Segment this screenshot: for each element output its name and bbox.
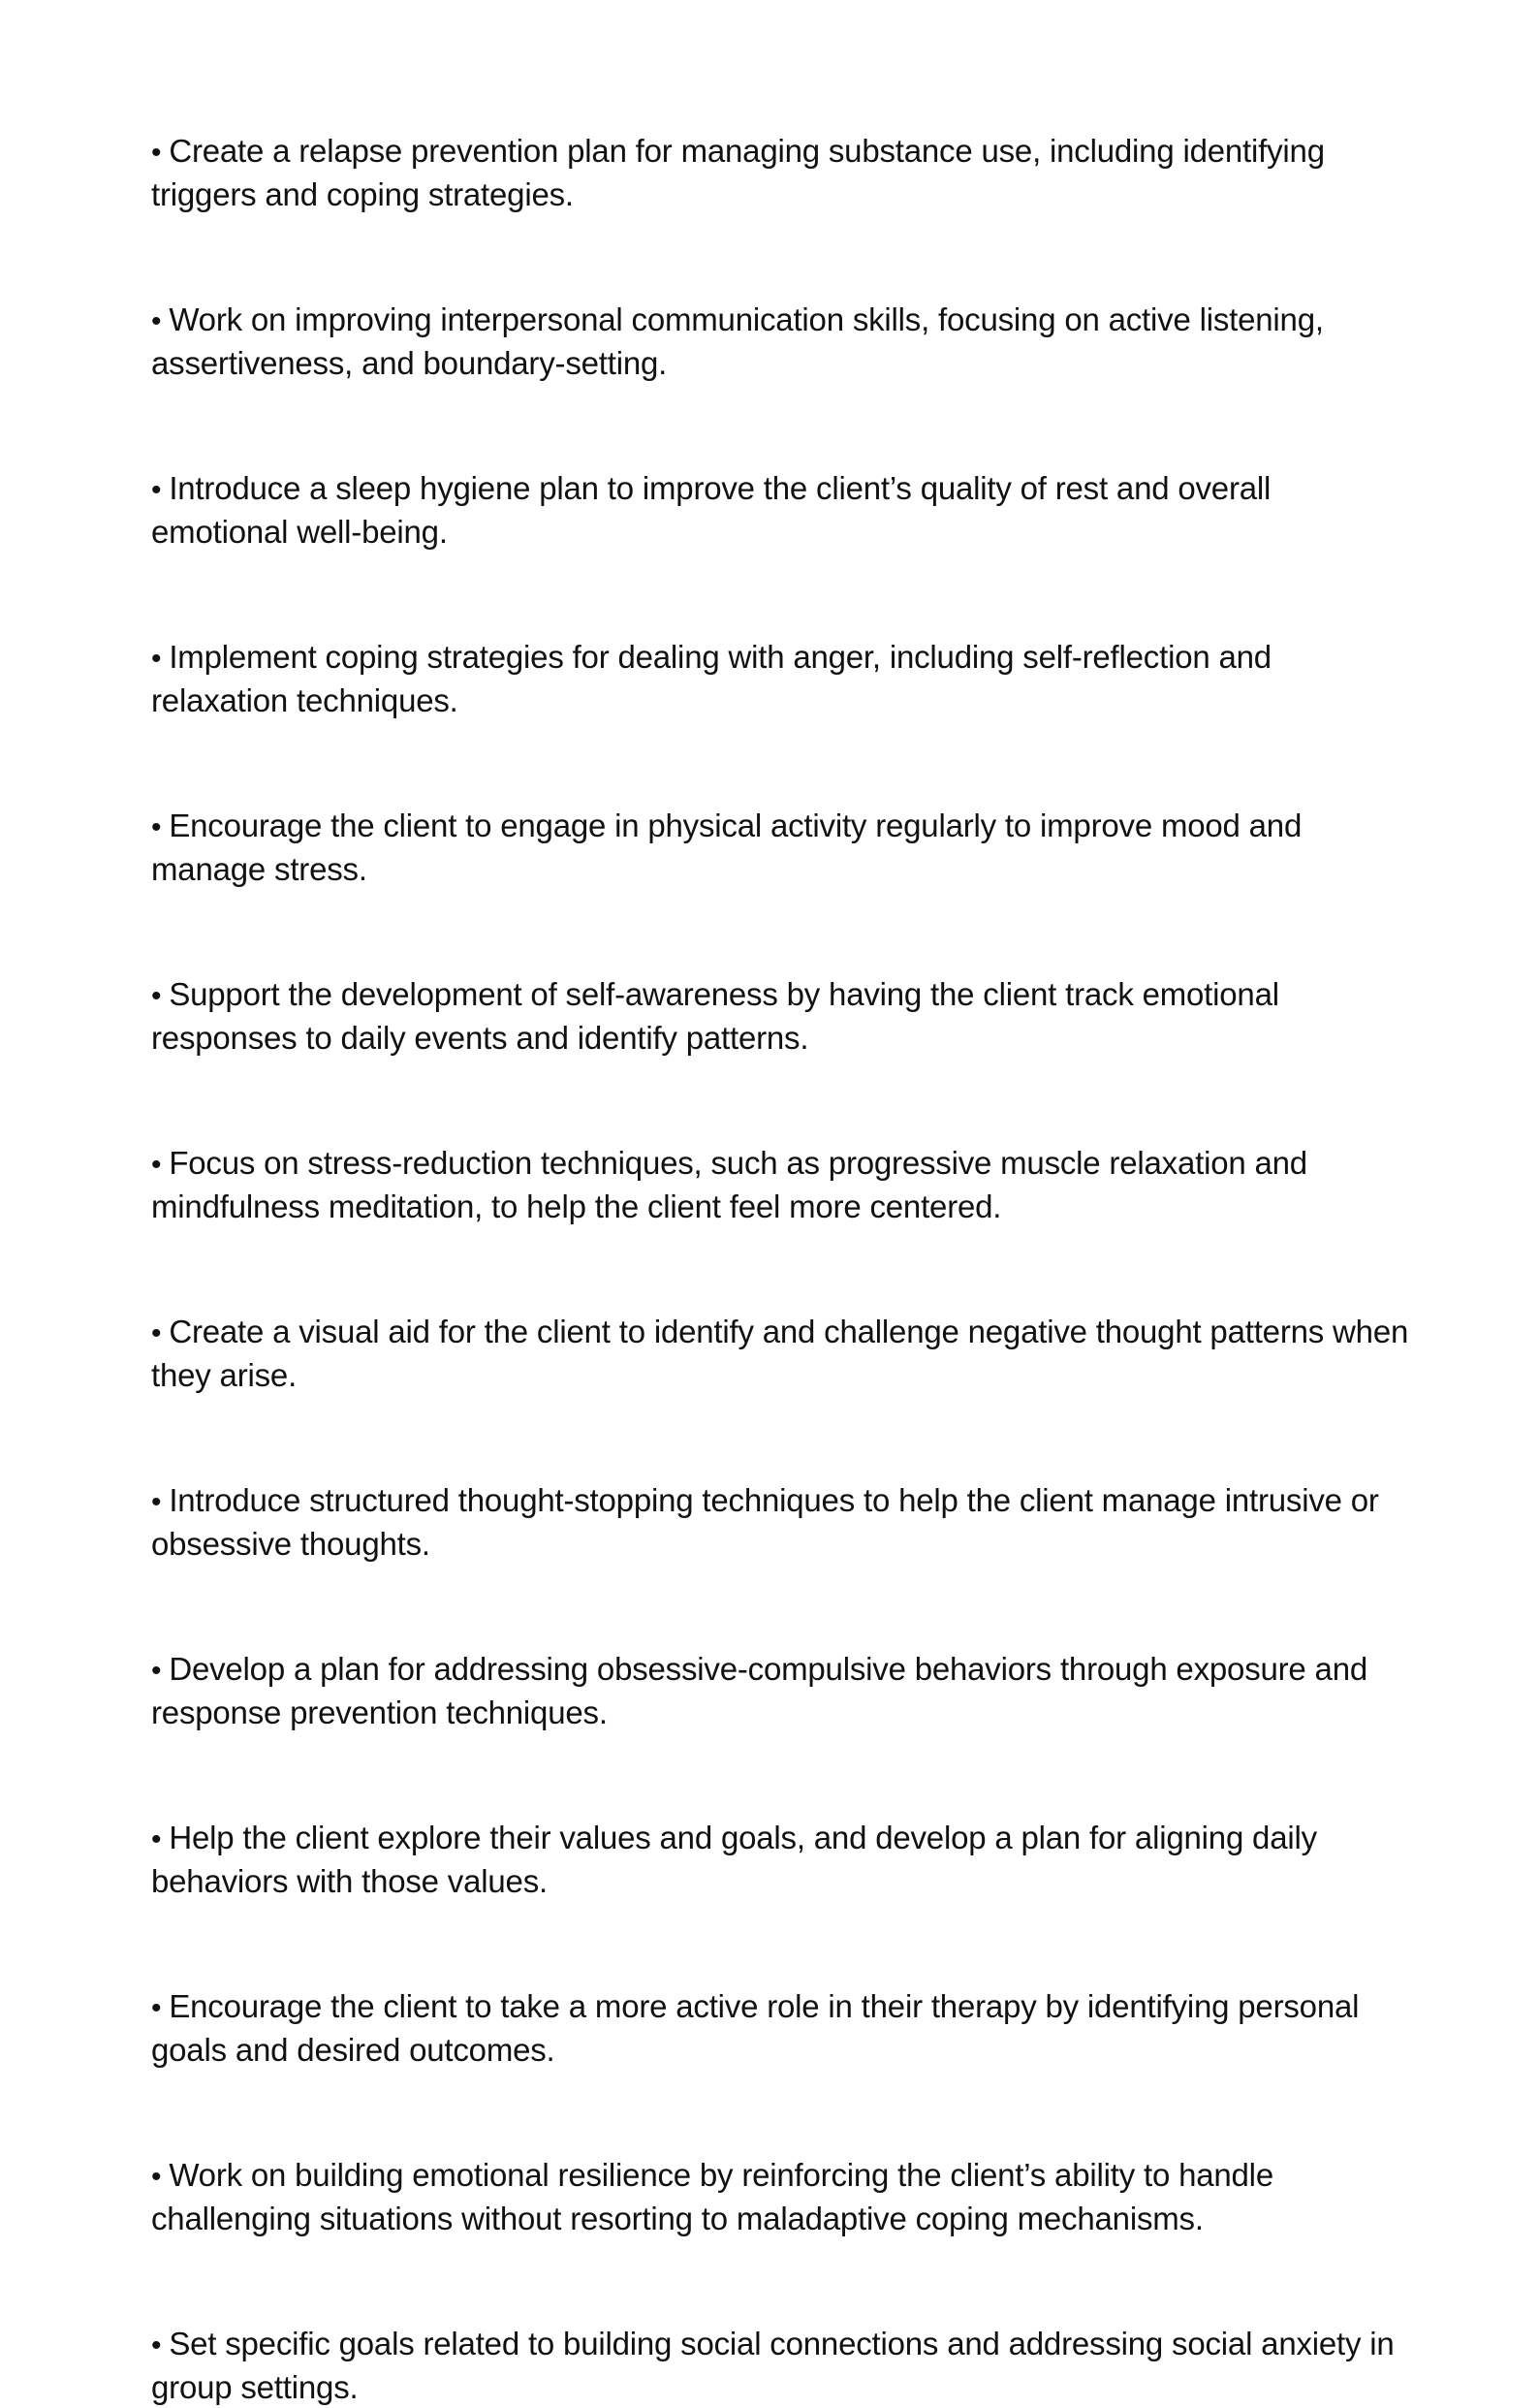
- bullet-icon: •: [151, 980, 162, 1012]
- list-item-text: Work on improving interpersonal communication skills, focusing on active listening, assertiveness, and boundary-setting.: [151, 301, 1324, 381]
- list-item: [151, 636, 1411, 721]
- list-item: [151, 1479, 1411, 1565]
- list-item: [151, 130, 1411, 215]
- bullet-icon: •: [151, 643, 162, 675]
- list-item-text: Support the development of self-awareness by having the client track emotional responses to daily events and identify patterns.: [151, 976, 1279, 1056]
- list-item-text: Create a visual aid for the client to identify and challenge negative thought patterns when they arise.: [151, 1314, 1409, 1393]
- list-item-text: Encourage the client to engage in physical activity regularly to improve mood and manage stress.: [151, 808, 1303, 887]
- bullet-icon: •: [151, 137, 162, 169]
- list-item-text: Create a relapse prevention plan for managing substance use, including identifying triggers and coping strategies.: [151, 133, 1325, 212]
- bullet-list: [151, 130, 1411, 2408]
- bullet-icon: •: [151, 474, 162, 506]
- bullet-icon: •: [151, 2329, 162, 2361]
- list-item: [151, 299, 1411, 384]
- list-item: [151, 973, 1411, 1059]
- list-item-text: Set specific goals related to building social connections and addressing social anxiety in group settings.: [151, 2326, 1395, 2405]
- bullet-icon: •: [151, 305, 162, 337]
- bullet-icon: •: [151, 1317, 162, 1349]
- bullet-icon: •: [151, 1149, 162, 1181]
- bullet-icon: •: [151, 811, 162, 843]
- bullet-icon: •: [151, 1823, 162, 1855]
- list-item: [151, 805, 1411, 890]
- list-item: [151, 467, 1411, 553]
- list-item-text: Implement coping strategies for dealing with anger, including self-reflection and relaxation techniques.: [151, 639, 1272, 718]
- list-item: [151, 1142, 1411, 1227]
- list-item-text: Encourage the client to take a more active role in their therapy by identifying personal goals and desired outcomes.: [151, 1988, 1360, 2068]
- bullet-icon: •: [151, 1486, 162, 1518]
- list-item: [151, 2323, 1411, 2408]
- list-item-text: Introduce structured thought-stopping techniques to help the client manage intrusive or obsessive thoughts.: [151, 1482, 1379, 1562]
- list-item: [151, 1311, 1411, 1396]
- list-item: [151, 1817, 1411, 1902]
- list-item-text: Work on building emotional resilience by reinforcing the client’s ability to handle challenging situations without resorting to maladaptive coping mechanisms.: [151, 2157, 1273, 2236]
- bullet-icon: •: [151, 1992, 162, 2024]
- list-item-text: Introduce a sleep hygiene plan to improve the client’s quality of rest and overall emotional well-being.: [151, 470, 1272, 550]
- list-item-text: Focus on stress-reduction techniques, such as progressive muscle relaxation and mindfulness meditation, to help the client feel more centered.: [151, 1145, 1307, 1224]
- list-item: [151, 1648, 1411, 1733]
- list-item: [151, 1985, 1411, 2071]
- bullet-icon: •: [151, 1655, 162, 1687]
- list-item-text: Develop a plan for addressing obsessive-compulsive behaviors through exposure and response prevention techniques.: [151, 1651, 1368, 1730]
- list-item: [151, 2154, 1411, 2239]
- bullet-icon: •: [151, 2161, 162, 2193]
- list-item-text: Help the client explore their values and goals, and develop a plan for aligning daily behaviors with those values.: [151, 1820, 1317, 1899]
